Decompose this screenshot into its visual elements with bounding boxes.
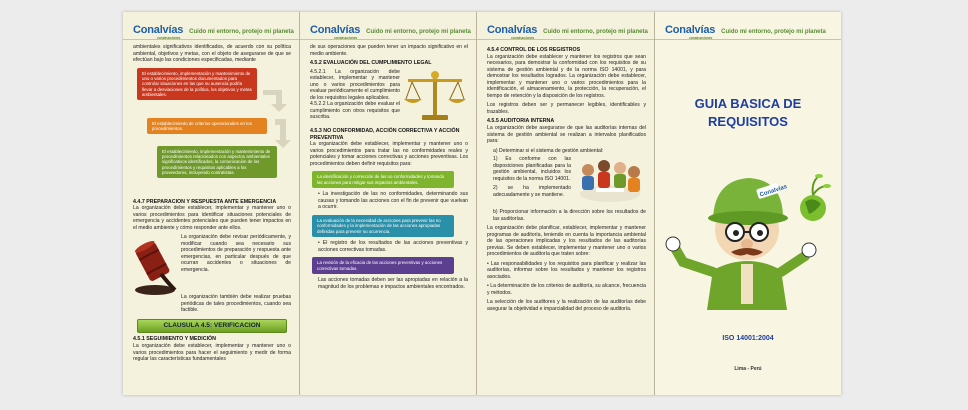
- requirement-bullet-2: • El registro de los resultados de las acciones preventivas y acciones correctivas tomadas.: [318, 240, 468, 253]
- flow-arrow-icon: [261, 90, 291, 150]
- flow-step-3: El establecimiento, implementación y mantenimiento de procedimientos relacionados con aspectos ambientales significativos identificados, la comunicación de los procedimientos y requisitos aplicables a los proveedores, incluyendo contratistas.: [157, 146, 277, 179]
- scales-of-justice-icon: [402, 69, 468, 125]
- brand-tagline: Cuido mi entorno, protejo mi planeta: [543, 29, 648, 35]
- requirement-bar-1: La identificación y corrección de las no conformidades y tomando las acciones para mitigar sus impactos ambientales.: [312, 171, 454, 188]
- section-447-text-2: La organización debe revisar periódicamente, y modificar cuando sea necesario sus procedimientos de preparación y respuesta ante emergencias, en particular después de que ocurran accidentes o situaciones de emergencia.: [181, 234, 291, 273]
- brochure-sheet: [123, 12, 841, 395]
- section-454-text: La organización debe establecer y mantener los registros que sean necesarios, para demostrar la conformidad con los requisitos de su sistema de gestión ambiental y de la norma ISO 14001, y para demostrar los resultados logrados. La organización debe establecer, implementar y mantener uno o varios procedimientos para la identificación, el almacenamiento, la protección, la recuperación, el tiempo de retención y la disposición de los registros.: [487, 53, 646, 99]
- section-453-text: La organización debe establecer, implementar y mantener uno o varios procedimientos para tratar las no conformidades reales y potenciales y tomar acciones correctivas y acciones preventivas. Los procedimientos deben definir requisitos para:: [310, 141, 468, 167]
- audit-item-b: b) Proporcionar información a la dirección sobre los resultados de las auditorías.: [493, 209, 646, 222]
- brand-tagline: Cuido mi entorno, protejo mi planeta: [721, 29, 826, 35]
- requirement-bullet-3: Las acciones tomadas deben ser las apropiadas en relación a la magnitud de los problemas e impactos ambientales encontrados.: [318, 277, 468, 290]
- mascot-engineer-icon: [663, 152, 833, 322]
- audit-criteria-2: • La determinación de los criterios de auditoría, su alcance, frecuencia y métodos.: [487, 283, 646, 296]
- panel-header: [655, 12, 841, 40]
- clause-banner: CLAUSULA 4.5: VERIFICACION: [137, 319, 287, 333]
- oil-spill-barrel-icon: [133, 234, 177, 296]
- section-4521-text: 4.5.2.1 La organización debe establecer, implementar y mantener uno o varios procedimientos para evaluar periódicamente el cumplimiento de los requisitos legales aplicables.: [310, 68, 400, 101]
- brand-logo: Conalvías construcciones: [487, 24, 538, 40]
- panel-3: [477, 12, 655, 395]
- meeting-people-icon: [574, 156, 646, 206]
- section-454-heading: 4.5.4 CONTROL DE LOS REGISTROS: [487, 47, 581, 53]
- section-447-text: La organización debe establecer, implementar y mantener uno o varios procedimientos para identificar situaciones potenciales de emergencia y accidentes potenciales que pueden tener impactos en el medio ambiente y cómo responder ante ellos.: [133, 205, 291, 231]
- section-452-heading: 4.5.2 EVALUACIÓN DEL CUMPLIMIENTO LEGAL: [310, 60, 432, 67]
- brand-tagline: Cuido mi entorno, protejo mi planeta: [189, 29, 294, 35]
- brand-logo: Conalvías construcciones: [310, 24, 361, 40]
- section-451-text: La organización debe establecer, implementar y mantener uno o varios procedimientos para hacer el seguimiento y medir de forma regular las características fundamentales: [133, 343, 291, 363]
- flow-step-1: El establecimiento, implementación y mantenimiento de uno o varios procedimientos documentados para controlar situaciones en las que su ausencia podría llevar a desviaciones de la política, los objetivos y metas ambientales.: [137, 68, 257, 101]
- panel-header: [123, 12, 299, 40]
- section-455-text: La organización debe asegurarse de que las auditorías internas del sistema de gestión ambiental se realizan a intervalos planificados para:: [487, 125, 646, 145]
- section-455-text-3: La selección de los auditores y la realización de las auditorías debe asegurar la objetividad e imparcialidad del proceso de auditoría.: [487, 299, 646, 312]
- audit-item-a2: 2) se ha implementado adecuadamente y se mantiene.: [493, 185, 571, 198]
- svg-text:Conalvías: Conalvías: [759, 184, 788, 199]
- requirement-bar-2: La evaluación de la necesidad de acciones para prevenir las no conformidades y la implementación de las acciones apropiadas definidas para prevenir su ocurrencia.: [312, 215, 454, 238]
- audit-criteria-1: • Las responsabilidades y los requisitos para planificar y realizar las auditorías, informar sobre los resultados y mantener los registros asociados.: [487, 260, 646, 280]
- intro-text: ambientales significativos identificados, de acuerdo con su política ambiental, objetivos y metas, con el objeto de asegurarse de que se efectúan bajo las condiciones especificadas, mediante: [133, 44, 291, 64]
- section-455-heading: 4.5.5 AUDITORIA INTERNA: [487, 118, 555, 125]
- section-451-heading: 4.5.1 SEGUIMIENTO Y MEDICIÓN: [133, 336, 217, 343]
- brand-logo: Conalvías construcciones: [133, 24, 184, 40]
- section-447-heading: 4.4.7 PREPARACION Y RESPUESTA ANTE EMERGENCIA: [133, 198, 277, 205]
- location: Lima - Perú: [734, 366, 762, 372]
- section-454-text-2: Los registros deben ser y permanecer legibles, identificables y trazables.: [487, 102, 646, 115]
- section-4522-text: 4.5.2.2 La organización debe evaluar el cumplimiento con otros requisitos que suscriba.: [310, 101, 400, 121]
- section-453-heading: 4.5.3 NO CONFORMIDAD, ACCIÓN CORRECTIVA Y ACCIÓN PREVENTIVA: [310, 127, 460, 141]
- panel-2: [300, 12, 477, 395]
- intro-text: de sus operaciones que pueden tener un impacto significativo en el medio ambiente.: [310, 44, 468, 57]
- cover-title: GUIA BASICA DE REQUISITOS: [694, 96, 802, 129]
- audit-item-a1: 1) Es conforme con las disposiciones planificadas para la gestión ambiental, incluidos los requisitos de la norma ISO 14001.: [493, 156, 571, 182]
- section-447-text-3: La organización también debe realizar pruebas periódicas de tales procedimientos, cuando sea factible.: [181, 294, 291, 314]
- iso-standard: ISO 14001:2004: [722, 335, 774, 342]
- panel-header: [477, 12, 654, 40]
- audit-item-a: a) Determinar si el sistema de gestión ambiental:: [493, 147, 604, 154]
- panel-1: [123, 12, 300, 395]
- panel-header: [300, 12, 476, 40]
- section-455-text-2: La organización debe planificar, establecer, implementar y mantener programas de auditoría, teniendo en cuenta la importancia ambiental de las operaciones implicadas y los resultados de las auditorías previas. Se deben establecer, implementar y mantener uno o varios procedimientos de auditoría que traten sobre:: [487, 225, 646, 258]
- flow-step-2: El establecimiento de criterios operacionales en los procedimientos.: [147, 118, 267, 135]
- requirement-bar-3: La revisión de la eficacia de las acciones preventivas y acciones correctivas tomadas.: [312, 257, 454, 274]
- process-flow: [133, 68, 291, 196]
- brand-tagline: Cuido mi entorno, protejo mi planeta: [366, 29, 471, 35]
- brand-logo: Conalvías construcciones: [665, 24, 716, 40]
- cover-panel: [655, 12, 841, 395]
- requirement-bullet-1: • La investigación de las no conformidades, determinando sus causas y tomando las acciones con el fin de prevenir que vuelvan a ocurrir.: [318, 191, 468, 211]
